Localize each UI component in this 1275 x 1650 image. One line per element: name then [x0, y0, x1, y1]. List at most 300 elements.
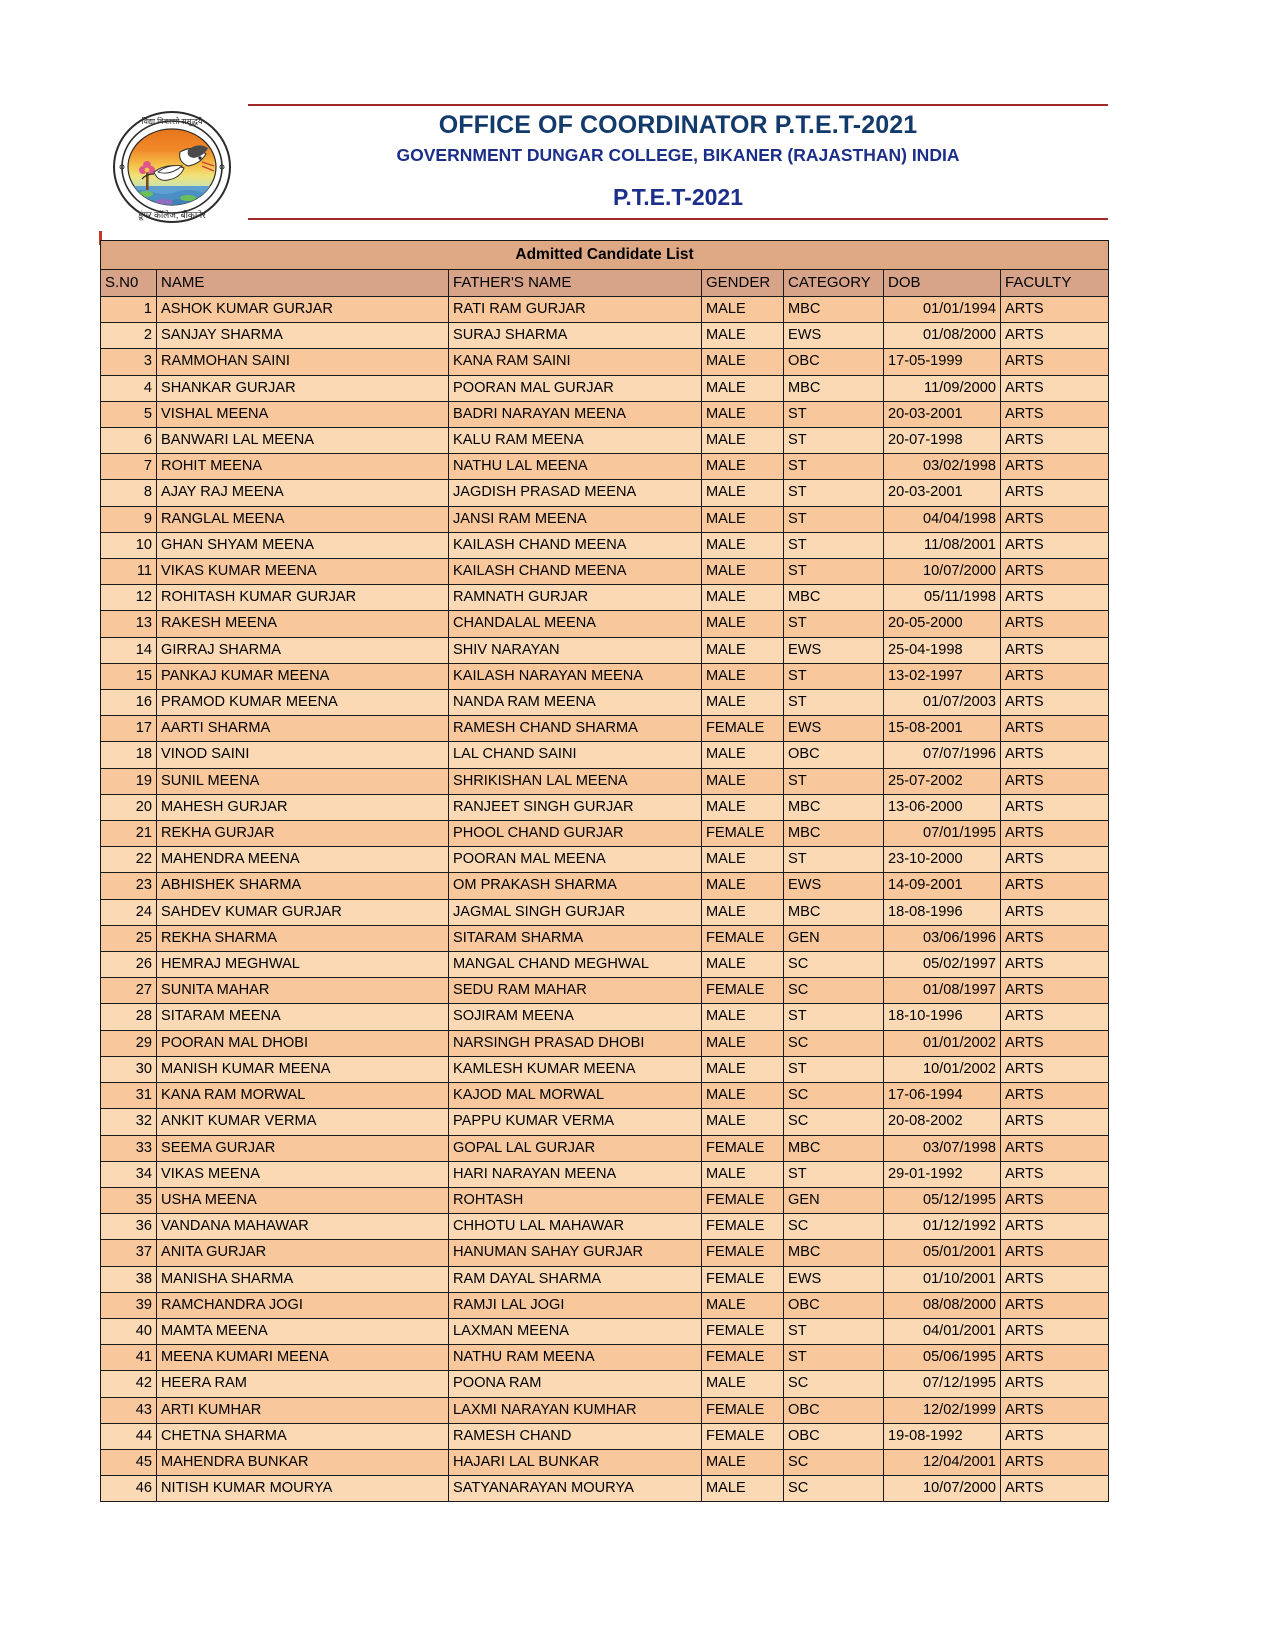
cell-gender: MALE [702, 1056, 784, 1082]
cell-name: ANKIT KUMAR VERMA [157, 1109, 449, 1135]
table-row [101, 925, 1109, 951]
cell-father-name: NANDA RAM MEENA [449, 690, 702, 716]
cell-dob: 29-01-1992 [884, 1161, 1001, 1187]
cell-gender: MALE [702, 323, 784, 349]
cell-name: SANJAY SHARMA [157, 323, 449, 349]
cell-father-name: JANSI RAM MEENA [449, 506, 702, 532]
cell-name: AARTI SHARMA [157, 716, 449, 742]
admitted-candidate-table [100, 240, 1109, 1502]
cell-dob: 12/04/2001 [884, 1449, 1001, 1475]
cell-category: MBC [784, 899, 884, 925]
cell-faculty: ARTS [1001, 1266, 1109, 1292]
cell-father-name: POONA RAM [449, 1371, 702, 1397]
cell-faculty: ARTS [1001, 899, 1109, 925]
cell-name: RAMMOHAN SAINI [157, 349, 449, 375]
cell-gender: FEMALE [702, 1345, 784, 1371]
cell-name: NITISH KUMAR MOURYA [157, 1476, 449, 1502]
cell-dob: 10/07/2000 [884, 559, 1001, 585]
table-row [101, 585, 1109, 611]
cell-name: SEEMA GURJAR [157, 1135, 449, 1161]
cell-dob: 07/07/1996 [884, 742, 1001, 768]
cell-gender: FEMALE [702, 1318, 784, 1344]
table-row [101, 1292, 1109, 1318]
table-row [101, 1056, 1109, 1082]
cell-name: BANWARI LAL MEENA [157, 428, 449, 454]
cell-gender: MALE [702, 1371, 784, 1397]
cell-faculty: ARTS [1001, 952, 1109, 978]
table-row [101, 952, 1109, 978]
cell-name: SUNITA MAHAR [157, 978, 449, 1004]
cell-father-name: KAILASH CHAND MEENA [449, 559, 702, 585]
cell-dob: 03/07/1998 [884, 1135, 1001, 1161]
cell-category: ST [784, 690, 884, 716]
cell-category: ST [784, 428, 884, 454]
cell-gender: MALE [702, 532, 784, 558]
institution-subtitle: GOVERNMENT DUNGAR COLLEGE, BIKANER (RAJASTHAN) INDIA [396, 144, 960, 165]
cell-name: VANDANA MAHAWAR [157, 1214, 449, 1240]
cell-father-name: OM PRAKASH SHARMA [449, 873, 702, 899]
cell-sno: 17 [101, 716, 157, 742]
cell-category: SC [784, 1214, 884, 1240]
cell-sno: 2 [101, 323, 157, 349]
table-head [101, 241, 1109, 297]
cell-father-name: SITARAM SHARMA [449, 925, 702, 951]
cell-dob: 17-05-1999 [884, 349, 1001, 375]
cell-father-name: HAJARI LAL BUNKAR [449, 1449, 702, 1475]
header-title-group [248, 100, 1108, 228]
cell-gender: MALE [702, 663, 784, 689]
cell-sno: 12 [101, 585, 157, 611]
cell-faculty: ARTS [1001, 716, 1109, 742]
candidate-table-container [100, 240, 1108, 1502]
cell-category: MBC [784, 585, 884, 611]
table-row [101, 375, 1109, 401]
cell-sno: 30 [101, 1056, 157, 1082]
cell-gender: MALE [702, 559, 784, 585]
cell-gender: FEMALE [702, 1266, 784, 1292]
cell-father-name: KAJOD MAL MORWAL [449, 1083, 702, 1109]
cell-father-name: SOJIRAM MEENA [449, 1004, 702, 1030]
cell-sno: 46 [101, 1476, 157, 1502]
cell-gender: FEMALE [702, 978, 784, 1004]
cell-gender: FEMALE [702, 1214, 784, 1240]
cell-father-name: LAL CHAND SAINI [449, 742, 702, 768]
cell-dob: 18-10-1996 [884, 1004, 1001, 1030]
cell-sno: 35 [101, 1187, 157, 1213]
cell-gender: MALE [702, 742, 784, 768]
cell-category: OBC [784, 349, 884, 375]
cell-gender: MALE [702, 297, 784, 323]
table-banner-title: Admitted Candidate List [101, 241, 1109, 270]
cell-father-name: HANUMAN SAHAY GURJAR [449, 1240, 702, 1266]
cell-dob: 20-05-2000 [884, 611, 1001, 637]
cell-faculty: ARTS [1001, 1318, 1109, 1344]
cell-gender: FEMALE [702, 1135, 784, 1161]
cell-dob: 25-07-2002 [884, 768, 1001, 794]
header-rule-bottom [248, 218, 1108, 220]
cell-father-name: RAMESH CHAND [449, 1423, 702, 1449]
cell-sno: 44 [101, 1423, 157, 1449]
table-row [101, 978, 1109, 1004]
table-row [101, 1004, 1109, 1030]
cell-sno: 26 [101, 952, 157, 978]
cell-sno: 18 [101, 742, 157, 768]
cell-sno: 10 [101, 532, 157, 558]
cell-category: SC [784, 952, 884, 978]
cell-category: ST [784, 559, 884, 585]
cell-sno: 32 [101, 1109, 157, 1135]
cell-father-name: KAMLESH KUMAR MEENA [449, 1056, 702, 1082]
cell-faculty: ARTS [1001, 794, 1109, 820]
cell-father-name: NATHU RAM MEENA [449, 1345, 702, 1371]
cell-gender: MALE [702, 873, 784, 899]
cell-dob: 25-04-1998 [884, 637, 1001, 663]
cell-name: RAMCHANDRA JOGI [157, 1292, 449, 1318]
cell-dob: 14-09-2001 [884, 873, 1001, 899]
table-banner-row [101, 241, 1109, 270]
cell-sno: 34 [101, 1161, 157, 1187]
cell-name: ARTI KUMHAR [157, 1397, 449, 1423]
cell-sno: 11 [101, 559, 157, 585]
cell-father-name: SEDU RAM MAHAR [449, 978, 702, 1004]
cell-category: EWS [784, 716, 884, 742]
cell-sno: 39 [101, 1292, 157, 1318]
svg-text:डूंगर कॉलेज, बीकानेर: डूंगर कॉलेज, बीकानेर [138, 210, 206, 220]
table-row [101, 663, 1109, 689]
cell-sno: 20 [101, 794, 157, 820]
table-row [101, 742, 1109, 768]
table-row [101, 1135, 1109, 1161]
cell-name: RANGLAL MEENA [157, 506, 449, 532]
cell-sno: 37 [101, 1240, 157, 1266]
cell-sno: 28 [101, 1004, 157, 1030]
cell-faculty: ARTS [1001, 480, 1109, 506]
cell-faculty: ARTS [1001, 1476, 1109, 1502]
cell-faculty: ARTS [1001, 1292, 1109, 1318]
cell-dob: 07/01/1995 [884, 821, 1001, 847]
cell-gender: MALE [702, 1030, 784, 1056]
cell-faculty: ARTS [1001, 1109, 1109, 1135]
cell-name: SUNIL MEENA [157, 768, 449, 794]
column-header-name: NAME [157, 270, 449, 297]
cell-faculty: ARTS [1001, 663, 1109, 689]
cell-dob: 01/08/1997 [884, 978, 1001, 1004]
cell-sno: 42 [101, 1371, 157, 1397]
cell-gender: FEMALE [702, 821, 784, 847]
table-row [101, 1187, 1109, 1213]
cell-dob: 05/01/2001 [884, 1240, 1001, 1266]
cell-dob: 05/12/1995 [884, 1187, 1001, 1213]
cell-name: GIRRAJ SHARMA [157, 637, 449, 663]
cell-sno: 43 [101, 1397, 157, 1423]
cell-gender: MALE [702, 847, 784, 873]
table-row [101, 1030, 1109, 1056]
cell-sno: 5 [101, 401, 157, 427]
cell-sno: 1 [101, 297, 157, 323]
cell-faculty: ARTS [1001, 1161, 1109, 1187]
cell-sno: 24 [101, 899, 157, 925]
cell-sno: 25 [101, 925, 157, 951]
cell-dob: 12/02/1999 [884, 1397, 1001, 1423]
cell-faculty: ARTS [1001, 925, 1109, 951]
cell-dob: 10/01/2002 [884, 1056, 1001, 1082]
cell-name: MAHENDRA MEENA [157, 847, 449, 873]
cell-category: SC [784, 1030, 884, 1056]
column-header-gender: GENDER [702, 270, 784, 297]
cell-name: PRAMOD KUMAR MEENA [157, 690, 449, 716]
table-row [101, 794, 1109, 820]
table-row [101, 1371, 1109, 1397]
cell-father-name: KAILASH CHAND MEENA [449, 532, 702, 558]
table-row [101, 1476, 1109, 1502]
cell-sno: 31 [101, 1083, 157, 1109]
cell-faculty: ARTS [1001, 1004, 1109, 1030]
cell-dob: 01/12/1992 [884, 1214, 1001, 1240]
cell-dob: 13-02-1997 [884, 663, 1001, 689]
cell-category: MBC [784, 1135, 884, 1161]
table-row [101, 1345, 1109, 1371]
cell-father-name: SURAJ SHARMA [449, 323, 702, 349]
cell-name: VIKAS MEENA [157, 1161, 449, 1187]
table-row [101, 690, 1109, 716]
table-row [101, 1318, 1109, 1344]
cell-name: MANISHA SHARMA [157, 1266, 449, 1292]
cell-name: MAMTA MEENA [157, 1318, 449, 1344]
cell-faculty: ARTS [1001, 742, 1109, 768]
cell-category: OBC [784, 742, 884, 768]
cell-gender: FEMALE [702, 716, 784, 742]
table-row [101, 611, 1109, 637]
cell-name: AJAY RAJ MEENA [157, 480, 449, 506]
cell-gender: MALE [702, 1004, 784, 1030]
cell-name: POORAN MAL DHOBI [157, 1030, 449, 1056]
table-row [101, 349, 1109, 375]
cell-name: ROHITASH KUMAR GURJAR [157, 585, 449, 611]
cell-faculty: ARTS [1001, 375, 1109, 401]
cell-father-name: SHRIKISHAN LAL MEENA [449, 768, 702, 794]
cell-dob: 01/01/2002 [884, 1030, 1001, 1056]
cell-name: MAHESH GURJAR [157, 794, 449, 820]
cell-faculty: ARTS [1001, 1423, 1109, 1449]
cell-gender: MALE [702, 428, 784, 454]
cell-faculty: ARTS [1001, 1187, 1109, 1213]
cell-father-name: KANA RAM SAINI [449, 349, 702, 375]
column-header-category: CATEGORY [784, 270, 884, 297]
table-row [101, 559, 1109, 585]
cell-gender: MALE [702, 952, 784, 978]
cell-sno: 6 [101, 428, 157, 454]
cell-sno: 3 [101, 349, 157, 375]
cell-name: ABHISHEK SHARMA [157, 873, 449, 899]
table-row [101, 1266, 1109, 1292]
cell-faculty: ARTS [1001, 873, 1109, 899]
cell-father-name: RANJEET SINGH GURJAR [449, 794, 702, 820]
table-row [101, 297, 1109, 323]
cell-name: REKHA SHARMA [157, 925, 449, 951]
cell-gender: MALE [702, 690, 784, 716]
cell-name: KANA RAM MORWAL [157, 1083, 449, 1109]
cell-faculty: ARTS [1001, 585, 1109, 611]
cell-sno: 14 [101, 637, 157, 663]
cell-faculty: ARTS [1001, 1030, 1109, 1056]
cell-category: GEN [784, 1187, 884, 1213]
cell-sno: 4 [101, 375, 157, 401]
college-emblem-logo [102, 108, 242, 226]
cell-faculty: ARTS [1001, 323, 1109, 349]
cell-category: ST [784, 663, 884, 689]
cell-category: EWS [784, 323, 884, 349]
cell-father-name: JAGMAL SINGH GURJAR [449, 899, 702, 925]
cell-gender: MALE [702, 1109, 784, 1135]
cell-sno: 38 [101, 1266, 157, 1292]
cell-sno: 27 [101, 978, 157, 1004]
cell-faculty: ARTS [1001, 821, 1109, 847]
cell-name: SITARAM MEENA [157, 1004, 449, 1030]
table-row [101, 716, 1109, 742]
cell-father-name: NARSINGH PRASAD DHOBI [449, 1030, 702, 1056]
table-row [101, 768, 1109, 794]
table-row [101, 1083, 1109, 1109]
cell-faculty: ARTS [1001, 611, 1109, 637]
cell-faculty: ARTS [1001, 297, 1109, 323]
cell-category: GEN [784, 925, 884, 951]
cell-faculty: ARTS [1001, 1345, 1109, 1371]
cell-sno: 7 [101, 454, 157, 480]
cell-gender: MALE [702, 480, 784, 506]
svg-text:विद्या विकासो समृद्धये: विद्या विकासो समृद्धये [141, 117, 203, 126]
cell-sno: 45 [101, 1449, 157, 1475]
cell-father-name: MANGAL CHAND MEGHWAL [449, 952, 702, 978]
cell-father-name: RAMJI LAL JOGI [449, 1292, 702, 1318]
cell-father-name: CHANDALAL MEENA [449, 611, 702, 637]
cell-faculty: ARTS [1001, 1240, 1109, 1266]
cell-name: PANKAJ KUMAR MEENA [157, 663, 449, 689]
cell-faculty: ARTS [1001, 768, 1109, 794]
table-row [101, 428, 1109, 454]
table-row [101, 899, 1109, 925]
table-row [101, 821, 1109, 847]
table-row [101, 506, 1109, 532]
cell-name: ROHIT MEENA [157, 454, 449, 480]
cell-faculty: ARTS [1001, 454, 1109, 480]
cell-gender: MALE [702, 1083, 784, 1109]
cell-name: MAHENDRA BUNKAR [157, 1449, 449, 1475]
cell-gender: FEMALE [702, 1187, 784, 1213]
table-row [101, 532, 1109, 558]
cell-name: MANISH KUMAR MEENA [157, 1056, 449, 1082]
cell-dob: 11/09/2000 [884, 375, 1001, 401]
cell-dob: 13-06-2000 [884, 794, 1001, 820]
cell-dob: 03/06/1996 [884, 925, 1001, 951]
cell-dob: 19-08-1992 [884, 1423, 1001, 1449]
cell-name: HEMRAJ MEGHWAL [157, 952, 449, 978]
cell-gender: MALE [702, 637, 784, 663]
cell-father-name: POORAN MAL GURJAR [449, 375, 702, 401]
cell-sno: 23 [101, 873, 157, 899]
cell-category: SC [784, 1371, 884, 1397]
cell-faculty: ARTS [1001, 1056, 1109, 1082]
cell-name: GHAN SHYAM MEENA [157, 532, 449, 558]
cell-gender: MALE [702, 794, 784, 820]
cell-category: ST [784, 532, 884, 558]
cell-category: ST [784, 1318, 884, 1344]
cell-category: MBC [784, 1240, 884, 1266]
cell-sno: 15 [101, 663, 157, 689]
cell-father-name: PHOOL CHAND GURJAR [449, 821, 702, 847]
cell-category: SC [784, 1109, 884, 1135]
cell-dob: 01/10/2001 [884, 1266, 1001, 1292]
cell-dob: 01/01/1994 [884, 297, 1001, 323]
cell-sno: 8 [101, 480, 157, 506]
cell-dob: 05/11/1998 [884, 585, 1001, 611]
cell-dob: 07/12/1995 [884, 1371, 1001, 1397]
cell-sno: 33 [101, 1135, 157, 1161]
cell-category: ST [784, 1004, 884, 1030]
cell-father-name: KALU RAM MEENA [449, 428, 702, 454]
cell-category: ST [784, 454, 884, 480]
cell-gender: MALE [702, 1292, 784, 1318]
cell-father-name: PAPPU KUMAR VERMA [449, 1109, 702, 1135]
cell-sno: 36 [101, 1214, 157, 1240]
cell-sno: 13 [101, 611, 157, 637]
cell-faculty: ARTS [1001, 349, 1109, 375]
cell-faculty: ARTS [1001, 1449, 1109, 1475]
table-row [101, 1449, 1109, 1475]
cell-sno: 40 [101, 1318, 157, 1344]
table-row [101, 847, 1109, 873]
cell-category: MBC [784, 794, 884, 820]
cell-sno: 21 [101, 821, 157, 847]
cell-category: MBC [784, 821, 884, 847]
cell-dob: 20-08-2002 [884, 1109, 1001, 1135]
cell-name: SHANKAR GURJAR [157, 375, 449, 401]
cell-gender: MALE [702, 899, 784, 925]
cell-dob: 03/02/1998 [884, 454, 1001, 480]
cell-faculty: ARTS [1001, 978, 1109, 1004]
cell-dob: 05/02/1997 [884, 952, 1001, 978]
cell-gender: MALE [702, 585, 784, 611]
cell-faculty: ARTS [1001, 532, 1109, 558]
cell-name: SAHDEV KUMAR GURJAR [157, 899, 449, 925]
cell-father-name: RAMESH CHAND SHARMA [449, 716, 702, 742]
table-row [101, 1214, 1109, 1240]
column-header-sno: S.N0 [101, 270, 157, 297]
cell-gender: MALE [702, 401, 784, 427]
cell-dob: 11/08/2001 [884, 532, 1001, 558]
cell-faculty: ARTS [1001, 1083, 1109, 1109]
cell-gender: FEMALE [702, 1240, 784, 1266]
cell-dob: 20-03-2001 [884, 401, 1001, 427]
cell-father-name: CHHOTU LAL MAHAWAR [449, 1214, 702, 1240]
cell-category: ST [784, 1056, 884, 1082]
cell-gender: FEMALE [702, 1397, 784, 1423]
cell-name: ANITA GURJAR [157, 1240, 449, 1266]
cell-category: EWS [784, 1266, 884, 1292]
cell-name: MEENA KUMARI MEENA [157, 1345, 449, 1371]
column-header-father: FATHER'S NAME [449, 270, 702, 297]
cell-category: ST [784, 401, 884, 427]
cell-category: SC [784, 1449, 884, 1475]
cell-name: REKHA GURJAR [157, 821, 449, 847]
cell-faculty: ARTS [1001, 1371, 1109, 1397]
cell-father-name: ROHTASH [449, 1187, 702, 1213]
table-row [101, 1397, 1109, 1423]
cell-father-name: LAXMI NARAYAN KUMHAR [449, 1397, 702, 1423]
cell-name: ASHOK KUMAR GURJAR [157, 297, 449, 323]
cell-faculty: ARTS [1001, 1214, 1109, 1240]
cell-father-name: LAXMAN MEENA [449, 1318, 702, 1344]
cell-dob: 05/06/1995 [884, 1345, 1001, 1371]
